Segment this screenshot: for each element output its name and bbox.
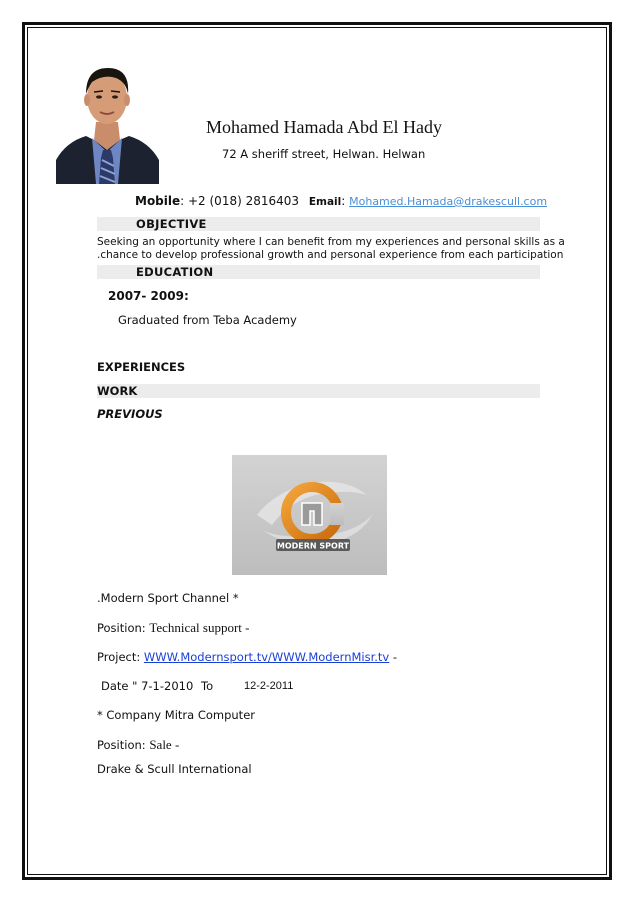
address: 72 A sheriff street, Helwan. Helwan bbox=[222, 147, 426, 161]
job1-position-value: Technical support - bbox=[149, 620, 250, 635]
objective-heading: OBJECTIVE bbox=[136, 217, 207, 231]
job1-date-end: 12-2-2011 bbox=[244, 680, 294, 692]
job1-date-to: To bbox=[201, 679, 214, 693]
modern-sport-logo bbox=[232, 455, 387, 575]
email-label: Email bbox=[308, 196, 342, 208]
job1-company: .Modern Sport Channel * bbox=[97, 591, 239, 605]
job1-project-label: Project: bbox=[97, 650, 144, 664]
job1-position-label: Position: bbox=[97, 621, 150, 635]
objective-line-2: .chance to develop professional growth and personal experience from each participation bbox=[97, 249, 564, 261]
job1-project bbox=[97, 650, 397, 664]
job2-position bbox=[97, 737, 179, 753]
email-link[interactable]: Mohamed.Hamada@drakescull.com bbox=[349, 195, 548, 208]
job1-date-label: Date " 7-1-2010 bbox=[101, 679, 194, 693]
job2-extra: Drake & Scull International bbox=[97, 762, 252, 776]
objective-line-1: Seeking an opportunity where I can benefit from my experiences and personal skills as a bbox=[97, 236, 565, 248]
education-detail: Graduated from Teba Academy bbox=[118, 313, 297, 327]
mobile-value: : +2 (018) 2816403 bbox=[180, 194, 300, 208]
profile-photo bbox=[56, 60, 159, 184]
experiences-heading: EXPERIENCES bbox=[97, 360, 186, 374]
job2-company: * Company Mitra Computer bbox=[97, 708, 255, 722]
job2-position-value: Sale - bbox=[149, 737, 180, 752]
job1-position bbox=[97, 620, 249, 636]
email-separator: : bbox=[341, 194, 350, 208]
job2-position-label: Position: bbox=[97, 738, 150, 752]
job1-project-suffix: - bbox=[389, 650, 398, 664]
education-years: 2007- 2009: bbox=[108, 289, 189, 303]
contact-line bbox=[135, 194, 547, 208]
job1-project-link[interactable]: WWW.Modernsport.tv/WWW.ModernMisr.tv bbox=[143, 650, 390, 664]
work-band bbox=[97, 384, 540, 398]
previous-heading: PREVIOUS bbox=[97, 407, 163, 421]
education-heading: EDUCATION bbox=[136, 265, 214, 279]
candidate-name: Mohamed Hamada Abd El Hady bbox=[206, 117, 442, 137]
logo-text: MODERN SPORT bbox=[276, 541, 350, 551]
mobile-label: Mobile bbox=[135, 194, 181, 208]
work-heading: WORK bbox=[97, 384, 138, 398]
